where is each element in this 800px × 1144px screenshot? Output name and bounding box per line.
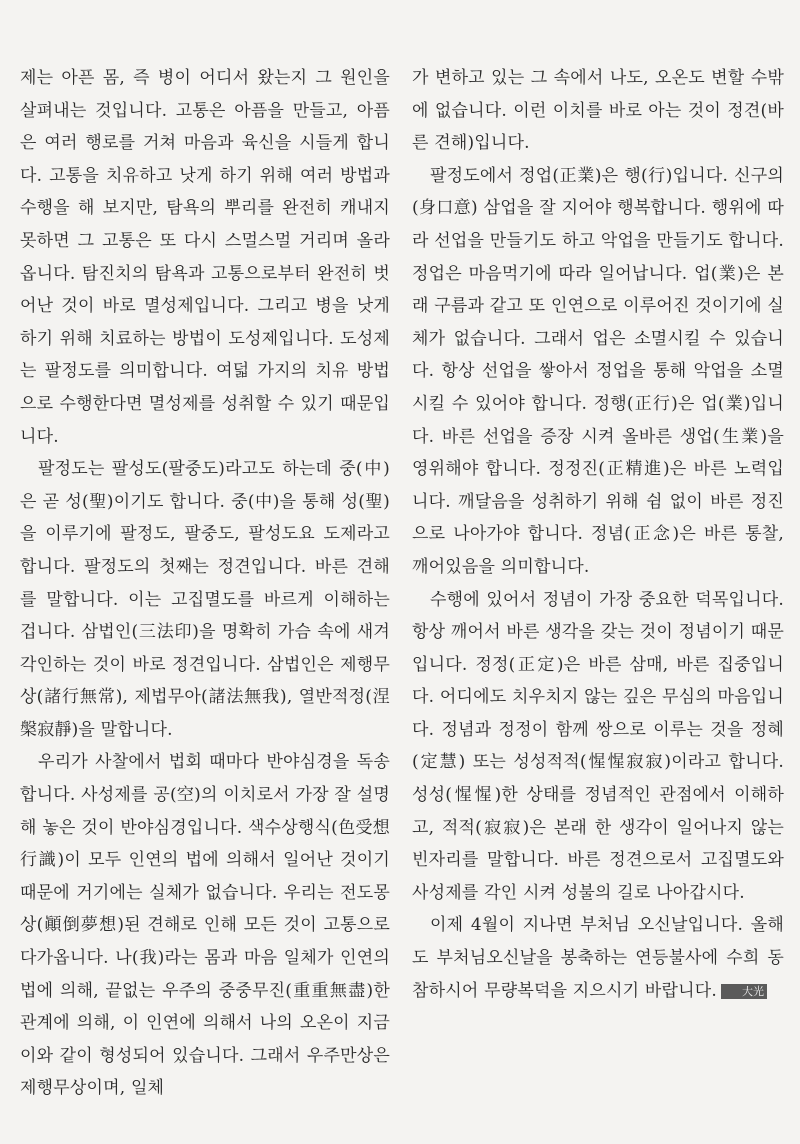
closing-paragraph xyxy=(412,909,784,1007)
paragraph: 제는 아픈 몸, 즉 병이 어디서 왔는지 그 원인을 살펴내는 것입니다. 고통은 아픔을 만들고, 아픔은 여러 행로를 거쳐 마음과 육신을 시들게 합니다. 고통을 치유하고 낫게 하기 위해 여러 방법과 수행을 해 보지만, 탐욕의 뿌리를 완전히 캐내지 못하면 그 고통은 또 다시 스멀스멀 거리며 올라옵니다. 탐진치의 탐욕과 고통으로부터 완전히 벗어난 것이 바로 멸성제입니다. 그리고 병을 낫게 하기 위해 치료하는 방법이 도성제입니다. 도성제는 팔정도를 의미합니다. 여덟 가지의 치유 방법으로 수행한다면 멸성제를 성취할 수 있기 때문입니다. xyxy=(20,68,390,447)
paragraph: 가 변하고 있는 그 속에서 나도, 오온도 변할 수밖에 없습니다. 이런 이치를 바로 아는 것이 정견(바른 견해)입니다. xyxy=(412,68,784,154)
paragraph: 팔정도는 팔성도(팔중도)라고도 하는데 중(中)은 곧 성(聖)이기도 합니다. 중(中)을 통해 성(聖)을 이루기에 팔정도, 팔중도, 팔성도요 도제라고 합니다. 팔정도의 첫째는 정견입니다. 바른 견해를 말합니다. 이는 고집멸도를 바르게 이해하는 겁니다. 삼법인(三法印)을 명확히 가슴 속에 새겨 각인하는 것이 바로 정견입니다. 삼법인은 제행무상(諸行無常), 제법무아(諸法無我), 열반적정(涅槃寂靜)을 말합니다. xyxy=(20,459,390,740)
paragraph: 수행에 있어서 정념이 가장 중요한 덕목입니다. 항상 깨어서 바른 생각을 갖는 것이 정념이기 때문입니다. 정정(正定)은 바른 삼매, 바른 집중입니다. 어디에도 치우치지 않는 깊은 무심의 마음입니다. 정념과 정정이 함께 쌍으로 이루는 것을 정혜(定慧) 또는 성성적적(惺惺寂寂)이라고 합니다. 성성(惺惺)한 상태를 정념적인 관점에서 이해하고, 적적(寂寂)은 본래 한 생각이 일어나지 않는 빈자리를 말합니다. 바른 정견으로서 고집멸도와 사성제를 각인 시켜 성불의 길로 나아갑시다. xyxy=(412,589,784,903)
paragraph: 우리가 사찰에서 법회 때마다 반야심경을 독송합니다. 사성제를 공(空)의 이치로서 가장 잘 설명해 놓은 것이 반야심경입니다. 색수상행식(色受想行識)이 모두 인연의 법에 의해서 일어난 것이기 때문에 거기에는 실체가 없습니다. 우리는 전도몽상(顚倒夢想)된 견해로 인해 모든 것이 고통으로 다가옵니다. 나(我)라는 몸과 마음 일체가 인연의 법에 의해, 끝없는 우주의 중중무진(重重無盡)한 관계에 의해, 이 인연에 의해서 나의 오온이 지금 이와 같이 형성되어 있습니다. 그래서 우주만상은 제행무상이며, 일체 xyxy=(20,752,390,1099)
author-seal: 大光 xyxy=(721,984,767,999)
left-column xyxy=(20,62,390,1105)
paragraph-text: 이제 4월이 지나면 부처님 오신날입니다. 올해도 부처님오신날을 봉축하는 연등불사에 수희 동참하시어 무량복덕을 지으시기 바랍니다. xyxy=(412,915,784,1001)
right-column xyxy=(412,62,784,1007)
paragraph: 팔정도에서 정업(正業)은 행(行)입니다. 신구의(身口意) 삼업을 잘 지어야 행복합니다. 행위에 따라 선업을 만들기도 하고 악업을 만들기도 합니다. 정업은 마음먹기에 따라 일어납니다. 업(業)은 본래 구름과 같고 또 인연으로 이루어진 것이기에 실체가 없습니다. 그래서 업은 소멸시킬 수 있습니다. 항상 선업을 쌓아서 정업을 통해 악업을 소멸 시킬 수 있어야 합니다. 정행(正行)은 업(業)입니다. 바른 선업을 증장 시켜 올바른 생업(生業)을 영위해야 합니다. 정정진(正精進)은 바른 노력입니다. 깨달음을 성취하기 위해 쉼 없이 바른 정진으로 나아가야 합니다. 정념(正念)은 바른 통찰, 깨어있음을 의미합니다. xyxy=(412,165,784,577)
